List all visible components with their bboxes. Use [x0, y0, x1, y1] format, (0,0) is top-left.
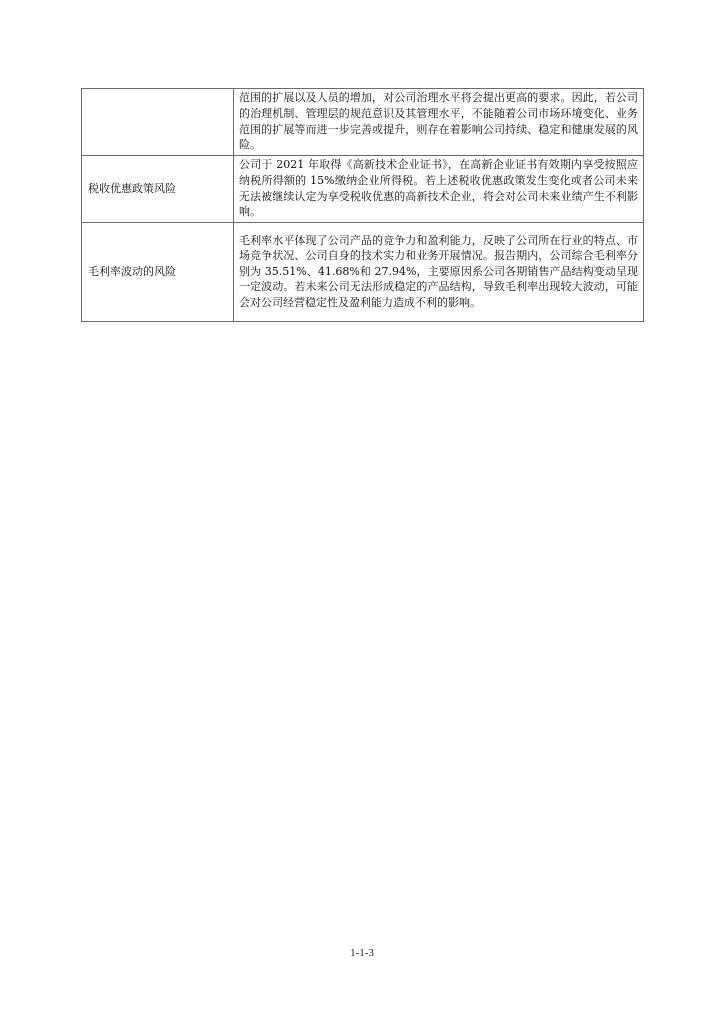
risk-table [81, 88, 644, 322]
table-row [82, 89, 644, 156]
table-row [82, 156, 644, 223]
risk-name-cell [82, 89, 234, 156]
risk-name-cell: 毛利率波动的风险 [82, 223, 234, 322]
risk-description-cell: 毛利率水平体现了公司产品的竞争力和盈利能力，反映了公司所在行业的特点、市场竞争状况、公司自身的技术实力和业务开展情况。报告期内，公司综合毛利率分别为 35.51%、41.68%和 27.94%，主要原因系公司各期销售产品结构变动呈现一定波动。若未来公司无法形成稳定的产品结构，导致毛利率出现较大波动，可能会对公司经营稳定性及盈利能力造成不利的影响。 [234, 223, 644, 322]
table-row [82, 223, 644, 322]
risk-name-cell: 税收优惠政策风险 [82, 156, 234, 223]
page-number: 1-1-3 [350, 947, 374, 959]
risk-description-cell: 公司于 2021 年取得《高新技术企业证书》，在高新企业证书有效期内享受按照应纳税所得额的 15%缴纳企业所得税。若上述税收优惠政策发生变化或者公司未来无法被继续认定为享受税收优惠的高新技术企业，将会对公司未来业绩产生不利影响。 [234, 156, 644, 223]
risk-description-cell: 范围的扩展以及人员的增加，对公司治理水平将会提出更高的要求。因此，若公司的治理机制、管理层的规范意识及其管理水平，不能随着公司市场环境变化、业务范围的扩展等而进一步完善或提升，则存在着影响公司持续、稳定和健康发展的风险。 [234, 89, 644, 156]
